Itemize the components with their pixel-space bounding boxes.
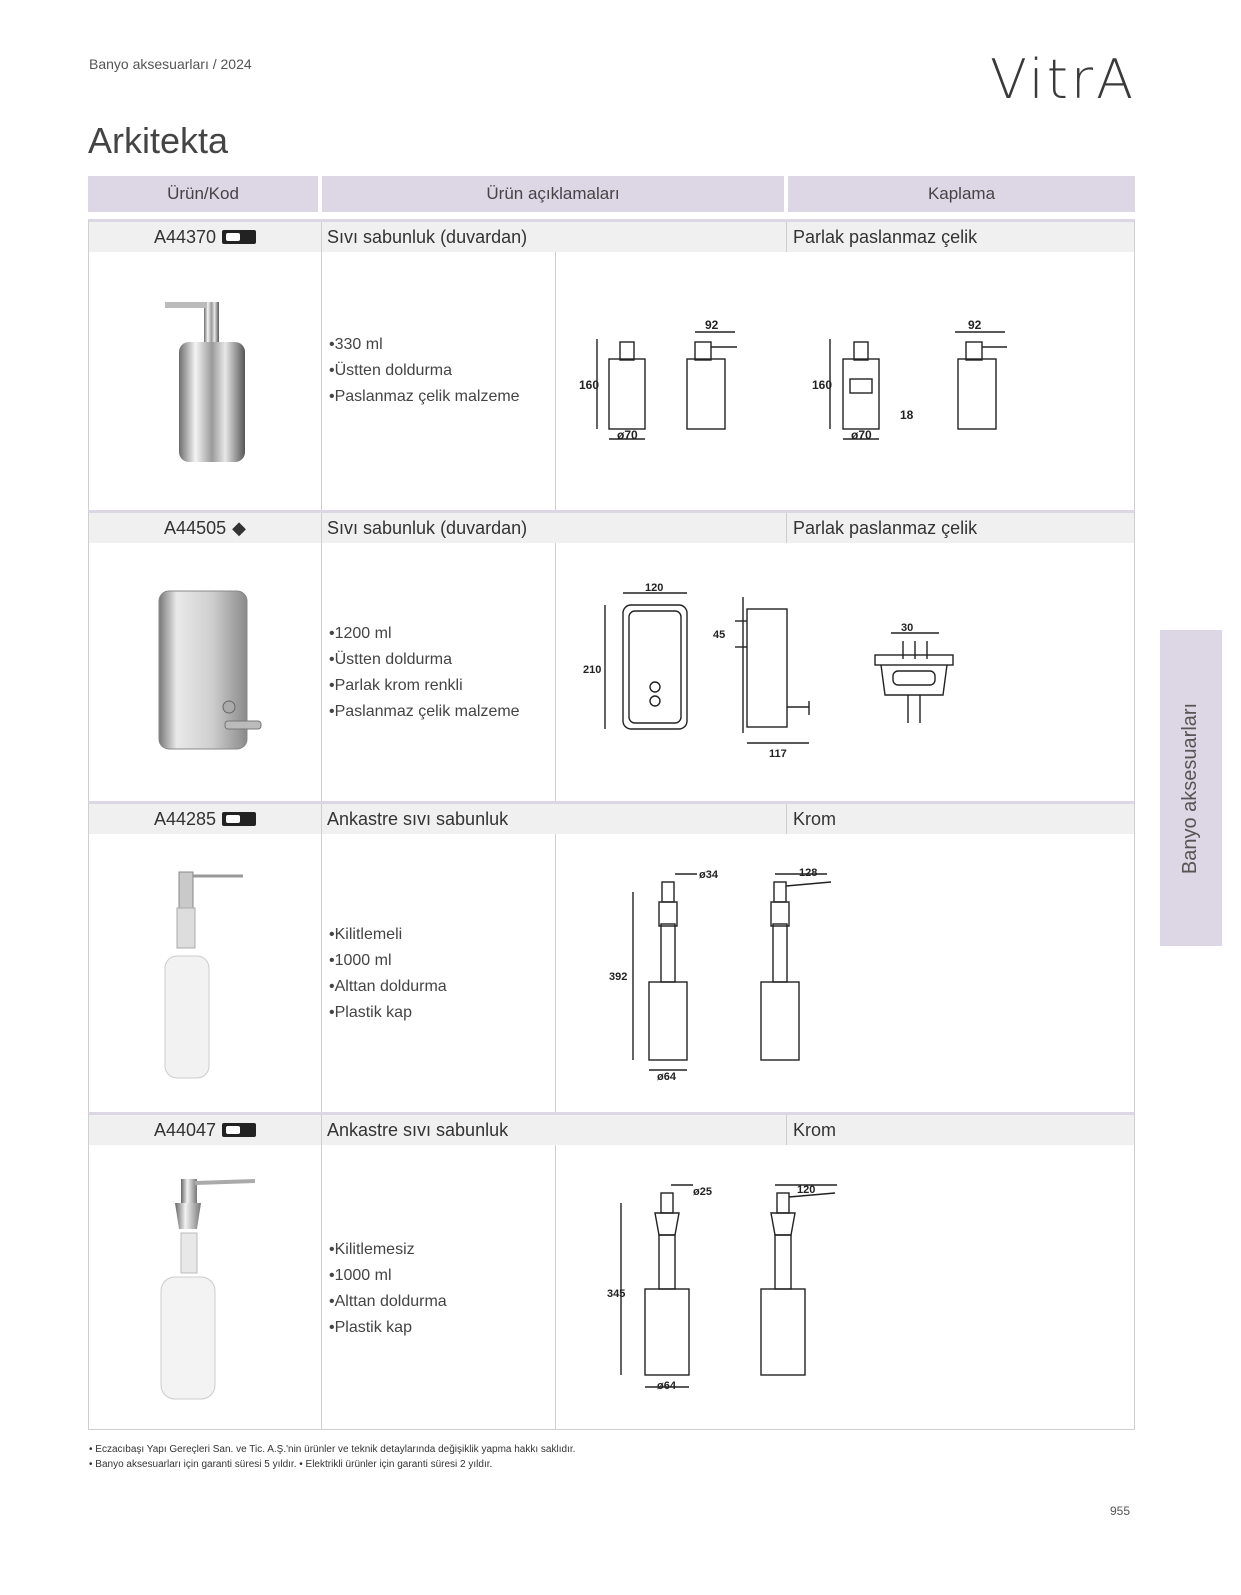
dimension-label: 30 <box>901 622 914 634</box>
feature-item: • Üstten doldurma <box>329 647 520 673</box>
technical-drawing <box>575 864 1015 1084</box>
dimension-label: 92 <box>705 318 719 332</box>
brand-logo: VitrA <box>990 48 1137 111</box>
dimension-label: 210 <box>583 664 602 676</box>
column-header-description: Ürün açıklamaları <box>322 176 784 212</box>
page-number: 955 <box>1110 1504 1131 1518</box>
product-name: Sıvı sabunluk (duvardan) <box>327 517 528 538</box>
dimension-label: 160 <box>812 378 833 392</box>
feature-item: • Alttan doldurma <box>329 1289 447 1315</box>
dimension-label: ø70 <box>851 428 872 442</box>
feature-item: • Kilitlemesiz <box>329 1237 447 1263</box>
product-code: A44370 <box>153 226 217 247</box>
feature-item: • Paslanmaz çelik malzeme <box>329 384 520 410</box>
dimension-label: 92 <box>968 318 982 332</box>
footnote: • Eczacıbaşı Yapı Gereçleri San. ve Tic. A.Ş.'nin ürünler ve teknik detaylarında değişiklik yapma hakkı saklıdır. <box>89 1444 576 1455</box>
product-code: A44047 <box>153 1119 217 1140</box>
dimension-label: 45 <box>713 629 726 641</box>
product-finish: Krom <box>793 1119 837 1140</box>
product-features <box>329 621 520 725</box>
feature-item: • Parlak krom renkli <box>329 673 520 699</box>
product-name: Ankastre sıvı sabunluk <box>327 808 509 829</box>
feature-item: • 1200 ml <box>329 621 520 647</box>
dimension-label: 345 <box>607 1288 626 1300</box>
feature-item: • Üstten doldurma <box>329 358 520 384</box>
dimension-label: 120 <box>797 1184 816 1196</box>
feature-item: • Paslanmaz çelik malzeme <box>329 699 520 725</box>
breadcrumb: Banyo aksesuarları / 2024 <box>89 56 252 72</box>
dimension-label: 128 <box>799 867 818 879</box>
product-code-cell <box>89 804 321 834</box>
product-photo-builtin-dispenser <box>159 866 259 1086</box>
product-photo-cylinder-dispenser <box>149 292 269 472</box>
dimension-label: ø25 <box>693 1186 712 1198</box>
feature-item: • Plastik kap <box>329 1315 447 1341</box>
feature-item: • Plastik kap <box>329 1000 447 1026</box>
dimension-label: ø70 <box>617 428 638 442</box>
product-row-a44505 <box>88 510 1135 804</box>
dimension-label: ø64 <box>657 1380 676 1392</box>
dimension-label: ø64 <box>657 1071 676 1083</box>
column-header-finish: Kaplama <box>788 176 1135 212</box>
section-side-tab-label: Banyo aksesuarları <box>1179 702 1202 874</box>
product-name: Sıvı sabunluk (duvardan) <box>327 226 528 247</box>
feature-item: • Alttan doldurma <box>329 974 447 1000</box>
dimension-label: 392 <box>609 971 628 983</box>
dimension-label: 160 <box>579 378 600 392</box>
feature-item: • 1000 ml <box>329 948 447 974</box>
dimension-label: 18 <box>900 408 914 422</box>
product-photo-box-dispenser <box>149 583 269 763</box>
product-badge-icon <box>222 230 256 244</box>
product-features <box>329 1237 447 1341</box>
page-title: Arkitekta <box>88 120 229 161</box>
product-finish: Parlak paslanmaz çelik <box>793 517 978 538</box>
technical-drawing <box>575 1175 1015 1405</box>
footnote: • Banyo aksesuarları için garanti süresi 5 yıldır. • Elektrikli ürünler için garanti süresi 2 yıldır. <box>89 1459 493 1470</box>
product-row-a44285 <box>88 801 1135 1115</box>
product-name: Ankastre sıvı sabunluk <box>327 1119 509 1140</box>
product-features <box>329 922 447 1026</box>
technical-drawing <box>575 583 1015 763</box>
dimension-label: ø34 <box>699 869 718 881</box>
product-row-a44047 <box>88 1112 1135 1430</box>
product-badge-icon <box>222 1123 256 1137</box>
product-features <box>329 332 520 410</box>
diamond-marker-icon: ◆ <box>232 517 246 538</box>
feature-item: • Kilitlemeli <box>329 922 447 948</box>
feature-item: • 1000 ml <box>329 1263 447 1289</box>
dimension-label: 120 <box>645 583 664 594</box>
product-badge-icon <box>222 812 256 826</box>
product-code-cell <box>89 1115 321 1145</box>
product-finish: Parlak paslanmaz çelik <box>793 226 978 247</box>
technical-drawing <box>575 317 1015 457</box>
product-code-cell <box>89 222 321 252</box>
dimension-label: 117 <box>769 748 787 760</box>
section-side-tab[interactable] <box>1160 630 1222 946</box>
product-code-cell <box>89 513 321 543</box>
product-photo-builtin-dispenser <box>155 1173 265 1405</box>
product-code: A44505 <box>164 517 227 538</box>
column-header-product-code: Ürün/Kod <box>88 176 318 212</box>
feature-item: • 330 ml <box>329 332 520 358</box>
product-code: A44285 <box>153 808 217 829</box>
product-finish: Krom <box>793 808 837 829</box>
product-row-a44370 <box>88 219 1135 513</box>
